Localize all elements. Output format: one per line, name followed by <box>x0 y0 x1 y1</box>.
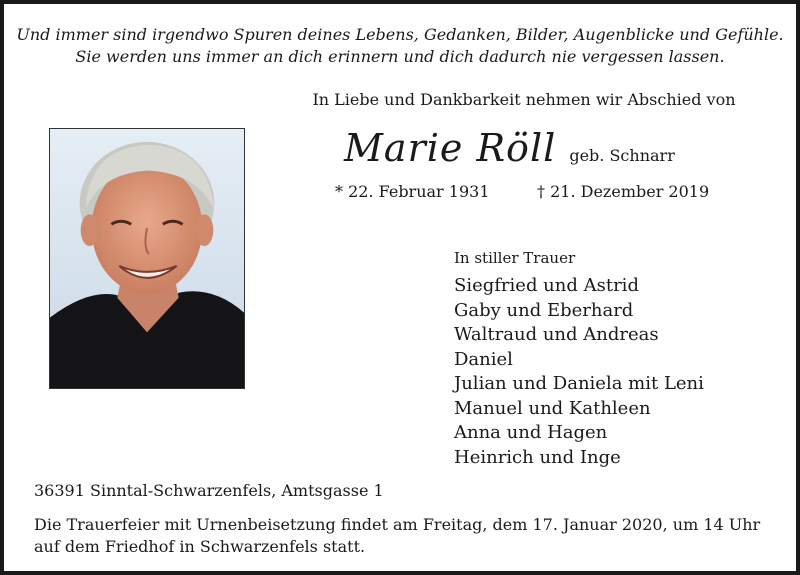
list-item: Waltraud und Andreas <box>454 324 659 345</box>
list-item: Gaby und Eberhard <box>454 299 634 321</box>
mourning-label: In stiller Trauer <box>454 249 576 267</box>
funeral-service-info: Die Trauerfeier mit Urnenbeisetzung findet am Freitag, dem 17. Januar 2020, um 14 Uhr auf dem Friedhof in Schwarzenfels statt. <box>34 515 761 556</box>
memorial-quote <box>4 24 796 68</box>
deceased-name-row <box>344 126 675 170</box>
deceased-name: Marie Röll <box>344 126 557 170</box>
list-item: Heinrich und Inge <box>454 446 621 468</box>
list-item: Siegfried und Astrid <box>454 275 639 296</box>
death-date: † 21. Dezember 2019 <box>537 182 710 201</box>
quote-line-2: Sie werden uns immer an dich erinnern und dich dadurch nie vergessen lassen. <box>75 47 725 66</box>
portrait-photo <box>49 128 245 389</box>
list-item: Daniel <box>454 348 513 370</box>
portrait-illustration <box>50 129 244 388</box>
farewell-intro: In Liebe und Dankbarkeit nehmen wir Abschied von <box>312 90 736 109</box>
list-item: Julian und Daniela mit Leni <box>454 373 704 394</box>
list-item: Anna und Hagen <box>454 422 608 443</box>
list-item: Manuel und Kathleen <box>454 397 651 419</box>
family-address: 36391 Sinntal-Schwarzenfels, Amtsgasse 1 <box>34 481 384 500</box>
maiden-name: geb. Schnarr <box>569 146 675 165</box>
quote-line-1: Und immer sind irgendwo Spuren deines Lebens, Gedanken, Bilder, Augenblicke und Gefühle. <box>16 25 784 44</box>
birth-date: * 22. Februar 1931 <box>335 182 490 201</box>
mourners-list <box>454 274 704 470</box>
